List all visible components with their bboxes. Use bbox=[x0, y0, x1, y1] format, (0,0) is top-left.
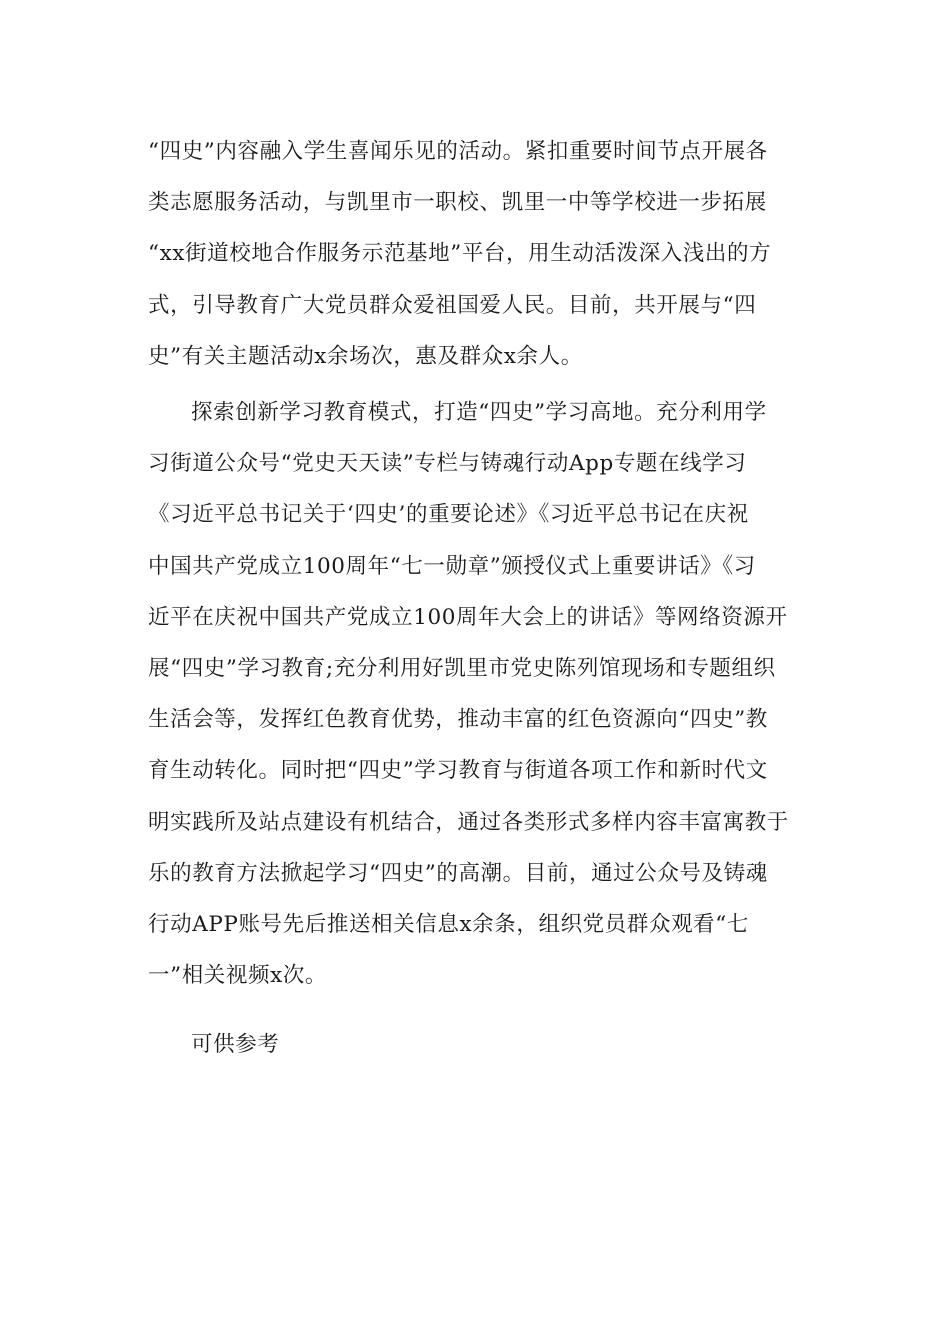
paragraph-line: 展“四史”学习教育;充分利用好凯里市党史陈列馆现场和专题组织 bbox=[148, 655, 776, 681]
paragraph-line: 乐的教育方法掀起学习“四史”的高潮。目前，通过公众号及铸魂 bbox=[148, 860, 768, 886]
paragraph-line: 行动APP账号先后推送相关信息x余条，组织党员群众观看“七 bbox=[148, 911, 749, 937]
paragraph-line: 近平在庆祝中国共产党成立100周年大会上的讲话》等网络资源开 bbox=[148, 604, 788, 630]
paragraph-line: “四史”内容融入学生喜闻乐见的活动。紧扣重要时间节点开展各 bbox=[148, 139, 768, 164]
paragraph-line: 明实践所及站点建设有机结合，通过各类形式多样内容丰富寓教于 bbox=[148, 809, 789, 835]
paragraph-learning-model bbox=[148, 387, 808, 1001]
paragraph-si-shi-activities bbox=[148, 126, 808, 382]
paragraph-line: 习街道公众号“党史天天读”专栏与铸魂行动App专题在线学习 bbox=[148, 451, 747, 477]
closing-text: 可供参考 bbox=[191, 1032, 280, 1057]
paragraph-line: 《习近平总书记关于‘四史’的重要论述》《习近平总书记在庆祝 bbox=[148, 502, 749, 528]
paragraph-line: 式，引导教育广大党员群众爱祖国爱人民。目前，共开展与“四 bbox=[148, 292, 757, 318]
paragraph-line: 一”相关视频x次。 bbox=[148, 963, 328, 989]
paragraph-line: 中国共产党成立100周年“七一勋章”颁授仪式上重要讲话》《习 bbox=[148, 553, 756, 579]
closing-note bbox=[148, 1019, 808, 1070]
paragraph-line: “xx街道校地合作服务示范基地”平台，用生动活泼深入浅出的方 bbox=[148, 241, 772, 267]
paragraph-line: 探索创新学习教育模式，打造“四史”学习高地。充分利用学 bbox=[191, 400, 767, 425]
paragraph-line: 育生动转化。同时把“四史”学习教育与街道各项工作和新时代文 bbox=[148, 758, 768, 784]
paragraph-line: 史”有关主题活动x余场次，惠及群众x余人。 bbox=[148, 343, 583, 369]
paragraph-line: 生活会等，发挥红色教育优势，推动丰富的红色资源向“四史”教 bbox=[148, 707, 768, 733]
paragraph-line: 类志愿服务活动，与凯里市一职校、凯里一中等学校进一步拓展 bbox=[148, 190, 767, 216]
